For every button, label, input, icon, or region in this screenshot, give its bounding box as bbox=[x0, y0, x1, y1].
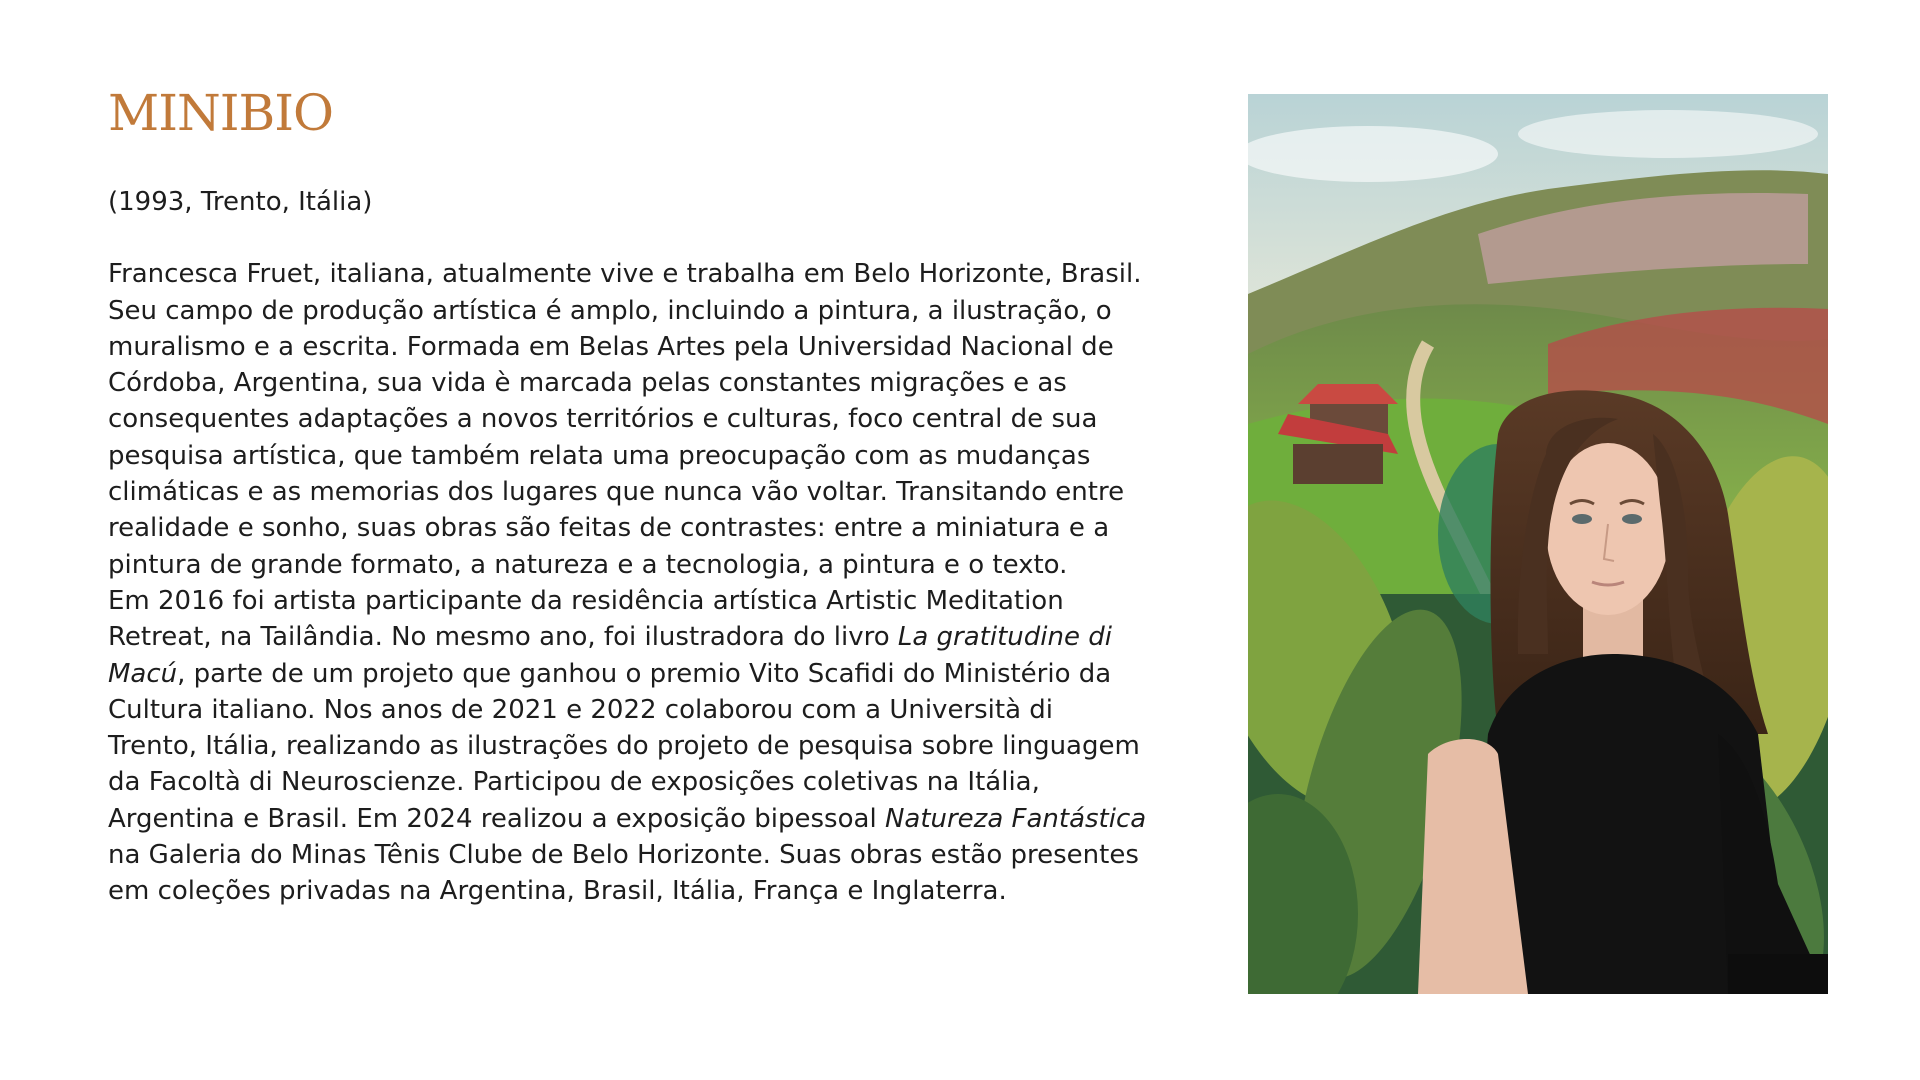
bio-paragraph-2-part-2: , parte de um projeto que ganhou o premio Vito Scafidi do Ministério da Cultura italiano. Nos anos de 2021 e 2022 colaborou com a Università di Trento, Itália, realizando as ilustrações do projeto de pesquisa sobre linguagem da Facoltà di Neuroscienze. Participou de exposições coletivas na Itália, Argentina e Brasil. Em 2024 realizou a exposição bipessoal bbox=[108, 658, 1140, 834]
portrait-illustration bbox=[1248, 94, 1828, 994]
birth-info: (1993, Trento, Itália) bbox=[108, 187, 373, 217]
bio-text bbox=[108, 184, 1148, 910]
bio-paragraph-1: Francesca Fruet, italiana, atualmente vive e trabalha em Belo Horizonte, Brasil. Seu campo de produção artística é amplo, incluindo a pintura, a ilustração, o muralismo e a escrita. Formada em Belas Artes pela Universidad Nacional de Córdoba, Argentina, sua vida è marcada pelas constantes migrações e as consequentes adaptações a novos territórios e culturas, foco central de sua pesquisa artística, que também relata uma preocupação com as mudanças climáticas e as memorias dos lugares que nunca vão voltar. Transitando entre realidade e sonho, suas obras são feitas de contrastes: entre a miniatura e a pintura de grande formato, a natureza e a tecnologia, a pintura e o texto. bbox=[108, 259, 1142, 580]
exhibition-title: Natureza Fantástica bbox=[884, 803, 1147, 834]
book-title: La gratitudine di Macú bbox=[108, 622, 1112, 689]
bio-paragraph-2 bbox=[108, 583, 1148, 910]
bio-paragraph-2-part-3: na Galeria do Minas Tênis Clube de Belo Horizonte. Suas obras estão presentes em coleções privadas na Argentina, Brasil, Itália, França e Inglaterra. bbox=[108, 840, 1139, 907]
artist-portrait-photo bbox=[1248, 94, 1828, 994]
page-title: MINIBIO bbox=[108, 84, 333, 142]
bio-paragraph-2-part-1: Em 2016 foi artista participante da residência artística Artistic Meditation Retreat, na Tailândia. No mesmo ano, foi ilustradora do livro bbox=[108, 585, 1064, 653]
